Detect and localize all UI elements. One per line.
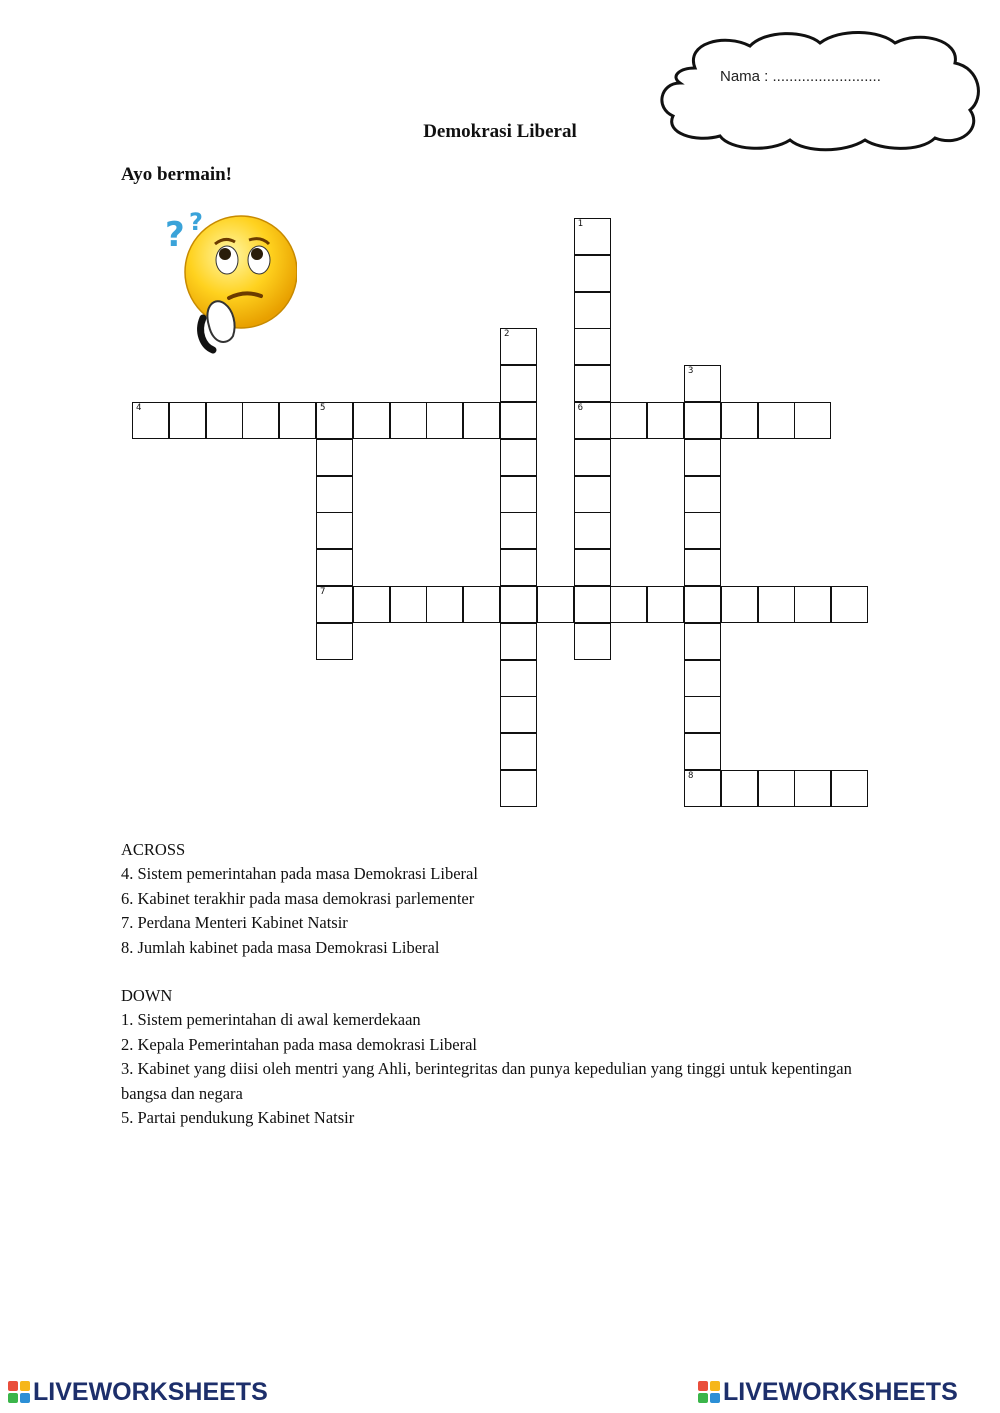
crossword-cell[interactable] — [574, 586, 611, 623]
liveworksheets-logo-icon — [698, 1381, 720, 1403]
crossword-cell[interactable] — [758, 402, 795, 439]
clue-down-3: 3. Kabinet yang diisi oleh mentri yang Ahli, berintegritas dan punya kepedulian yang tinggi untuk kepentingan bangsa dan negara — [121, 1059, 852, 1103]
crossword-cell[interactable] — [242, 402, 279, 439]
crossword-cell[interactable] — [390, 586, 427, 623]
crossword-cell[interactable] — [758, 586, 795, 623]
clue-number: 7 — [320, 587, 326, 597]
crossword-cell[interactable] — [206, 402, 243, 439]
crossword-cell[interactable] — [684, 476, 721, 513]
across-heading: ACROSS — [121, 840, 186, 859]
clue-number: 8 — [688, 771, 694, 781]
crossword-cell[interactable] — [500, 770, 537, 807]
crossword-cell[interactable] — [831, 586, 868, 623]
crossword-cell[interactable] — [721, 770, 758, 807]
crossword-cell[interactable] — [132, 402, 169, 439]
crossword-cell[interactable] — [574, 218, 611, 255]
crossword-cell[interactable] — [463, 402, 500, 439]
crossword-cell[interactable] — [684, 660, 721, 697]
brand-name: LIVEWORKSHEETS — [723, 1378, 958, 1406]
svg-text:?: ? — [189, 208, 203, 236]
crossword-cell[interactable] — [574, 292, 611, 329]
clue-down-5: 5. Partai pendukung Kabinet Natsir — [121, 1108, 355, 1128]
crossword-cell[interactable] — [684, 549, 721, 586]
crossword-cell[interactable] — [500, 439, 537, 476]
crossword-cell[interactable] — [574, 512, 611, 549]
worksheet-subtitle: Ayo bermain! — [121, 164, 232, 185]
crossword-cell[interactable] — [794, 586, 831, 623]
clues-section — [121, 838, 881, 1130]
crossword-cell[interactable] — [610, 586, 647, 623]
clue-number: 5 — [320, 403, 326, 413]
crossword-cell[interactable] — [684, 512, 721, 549]
crossword-cell[interactable] — [500, 549, 537, 586]
crossword-cell[interactable] — [500, 512, 537, 549]
crossword-cell[interactable] — [574, 328, 611, 365]
crossword-cell[interactable] — [684, 696, 721, 733]
crossword-cell[interactable] — [500, 365, 537, 402]
brand-name: LIVEWORKSHEETS — [33, 1378, 268, 1406]
crossword-cell[interactable] — [500, 402, 537, 439]
down-heading: DOWN — [121, 986, 173, 1006]
crossword-cell[interactable] — [500, 586, 537, 623]
crossword-cell[interactable] — [574, 402, 611, 439]
crossword-cell[interactable] — [574, 365, 611, 402]
clue-number: 4 — [136, 403, 142, 413]
crossword-cell[interactable] — [500, 733, 537, 770]
crossword-cell[interactable] — [684, 586, 721, 623]
crossword-cell[interactable] — [316, 512, 353, 549]
crossword-cell[interactable] — [279, 402, 316, 439]
crossword-cell[interactable] — [758, 770, 795, 807]
clue-across-7: 7. Perdana Menteri Kabinet Natsir — [121, 913, 348, 933]
crossword-cell[interactable] — [426, 402, 463, 439]
crossword-cell[interactable] — [684, 365, 721, 402]
footer-logo-right — [698, 1378, 958, 1407]
crossword-cell[interactable] — [794, 402, 831, 439]
clue-down-2: 2. Kepala Pemerintahan pada masa demokrasi Liberal — [121, 1034, 477, 1054]
crossword-cell[interactable] — [647, 402, 684, 439]
crossword-cell[interactable] — [574, 476, 611, 513]
crossword-cell[interactable] — [684, 623, 721, 660]
crossword-cell[interactable] — [721, 402, 758, 439]
crossword-cell[interactable] — [316, 476, 353, 513]
crossword-cell[interactable] — [537, 586, 574, 623]
crossword-cell[interactable] — [831, 770, 868, 807]
clue-across-8: 8. Jumlah kabinet pada masa Demokrasi Liberal — [121, 937, 440, 957]
crossword-cell[interactable] — [794, 770, 831, 807]
crossword-cell[interactable] — [684, 733, 721, 770]
crossword-cell[interactable] — [316, 549, 353, 586]
crossword-cell[interactable] — [647, 586, 684, 623]
crossword-cell[interactable] — [500, 476, 537, 513]
crossword-cell[interactable] — [574, 439, 611, 476]
crossword-cell[interactable] — [610, 402, 647, 439]
crossword-cell[interactable] — [316, 439, 353, 476]
crossword-cell[interactable] — [500, 696, 537, 733]
crossword-cell[interactable] — [500, 660, 537, 697]
crossword-cell[interactable] — [574, 255, 611, 292]
crossword-cell[interactable] — [316, 623, 353, 660]
crossword-cell[interactable] — [684, 402, 721, 439]
crossword-cell[interactable] — [316, 402, 353, 439]
worksheet-title: Demokrasi Liberal — [423, 121, 577, 142]
liveworksheets-logo-icon — [8, 1381, 30, 1403]
clue-across-4: 4. Sistem pemerintahan pada masa Demokrasi Liberal — [121, 864, 478, 884]
crossword-cell[interactable] — [390, 402, 427, 439]
crossword-cell[interactable] — [426, 586, 463, 623]
thinking-face-icon — [163, 206, 297, 356]
clue-across-6: 6. Kabinet terakhir pada masa demokrasi parlementer — [121, 888, 475, 908]
crossword-cell[interactable] — [316, 586, 353, 623]
clue-number: 6 — [577, 403, 584, 413]
svg-text:?: ? — [165, 215, 185, 255]
crossword-cell[interactable] — [684, 770, 721, 807]
crossword-cell[interactable] — [169, 402, 206, 439]
crossword-cell[interactable] — [721, 586, 758, 623]
clue-number: 1 — [577, 219, 584, 229]
clue-down-1: 1. Sistem pemerintahan di awal kemerdekaan — [121, 1010, 421, 1030]
crossword-cell[interactable] — [574, 623, 611, 660]
crossword-cell[interactable] — [500, 623, 537, 660]
crossword-cell[interactable] — [353, 586, 390, 623]
crossword-cell[interactable] — [574, 549, 611, 586]
footer-logo-left — [8, 1378, 268, 1407]
clue-number: 2 — [504, 329, 510, 340]
name-field[interactable]: Nama : .......................... — [720, 68, 881, 85]
crossword-cell[interactable] — [684, 439, 721, 476]
crossword-cell[interactable] — [463, 586, 500, 623]
crossword-cell[interactable] — [353, 402, 390, 439]
clue-number: 3 — [688, 366, 694, 377]
crossword-cell[interactable] — [500, 328, 537, 365]
